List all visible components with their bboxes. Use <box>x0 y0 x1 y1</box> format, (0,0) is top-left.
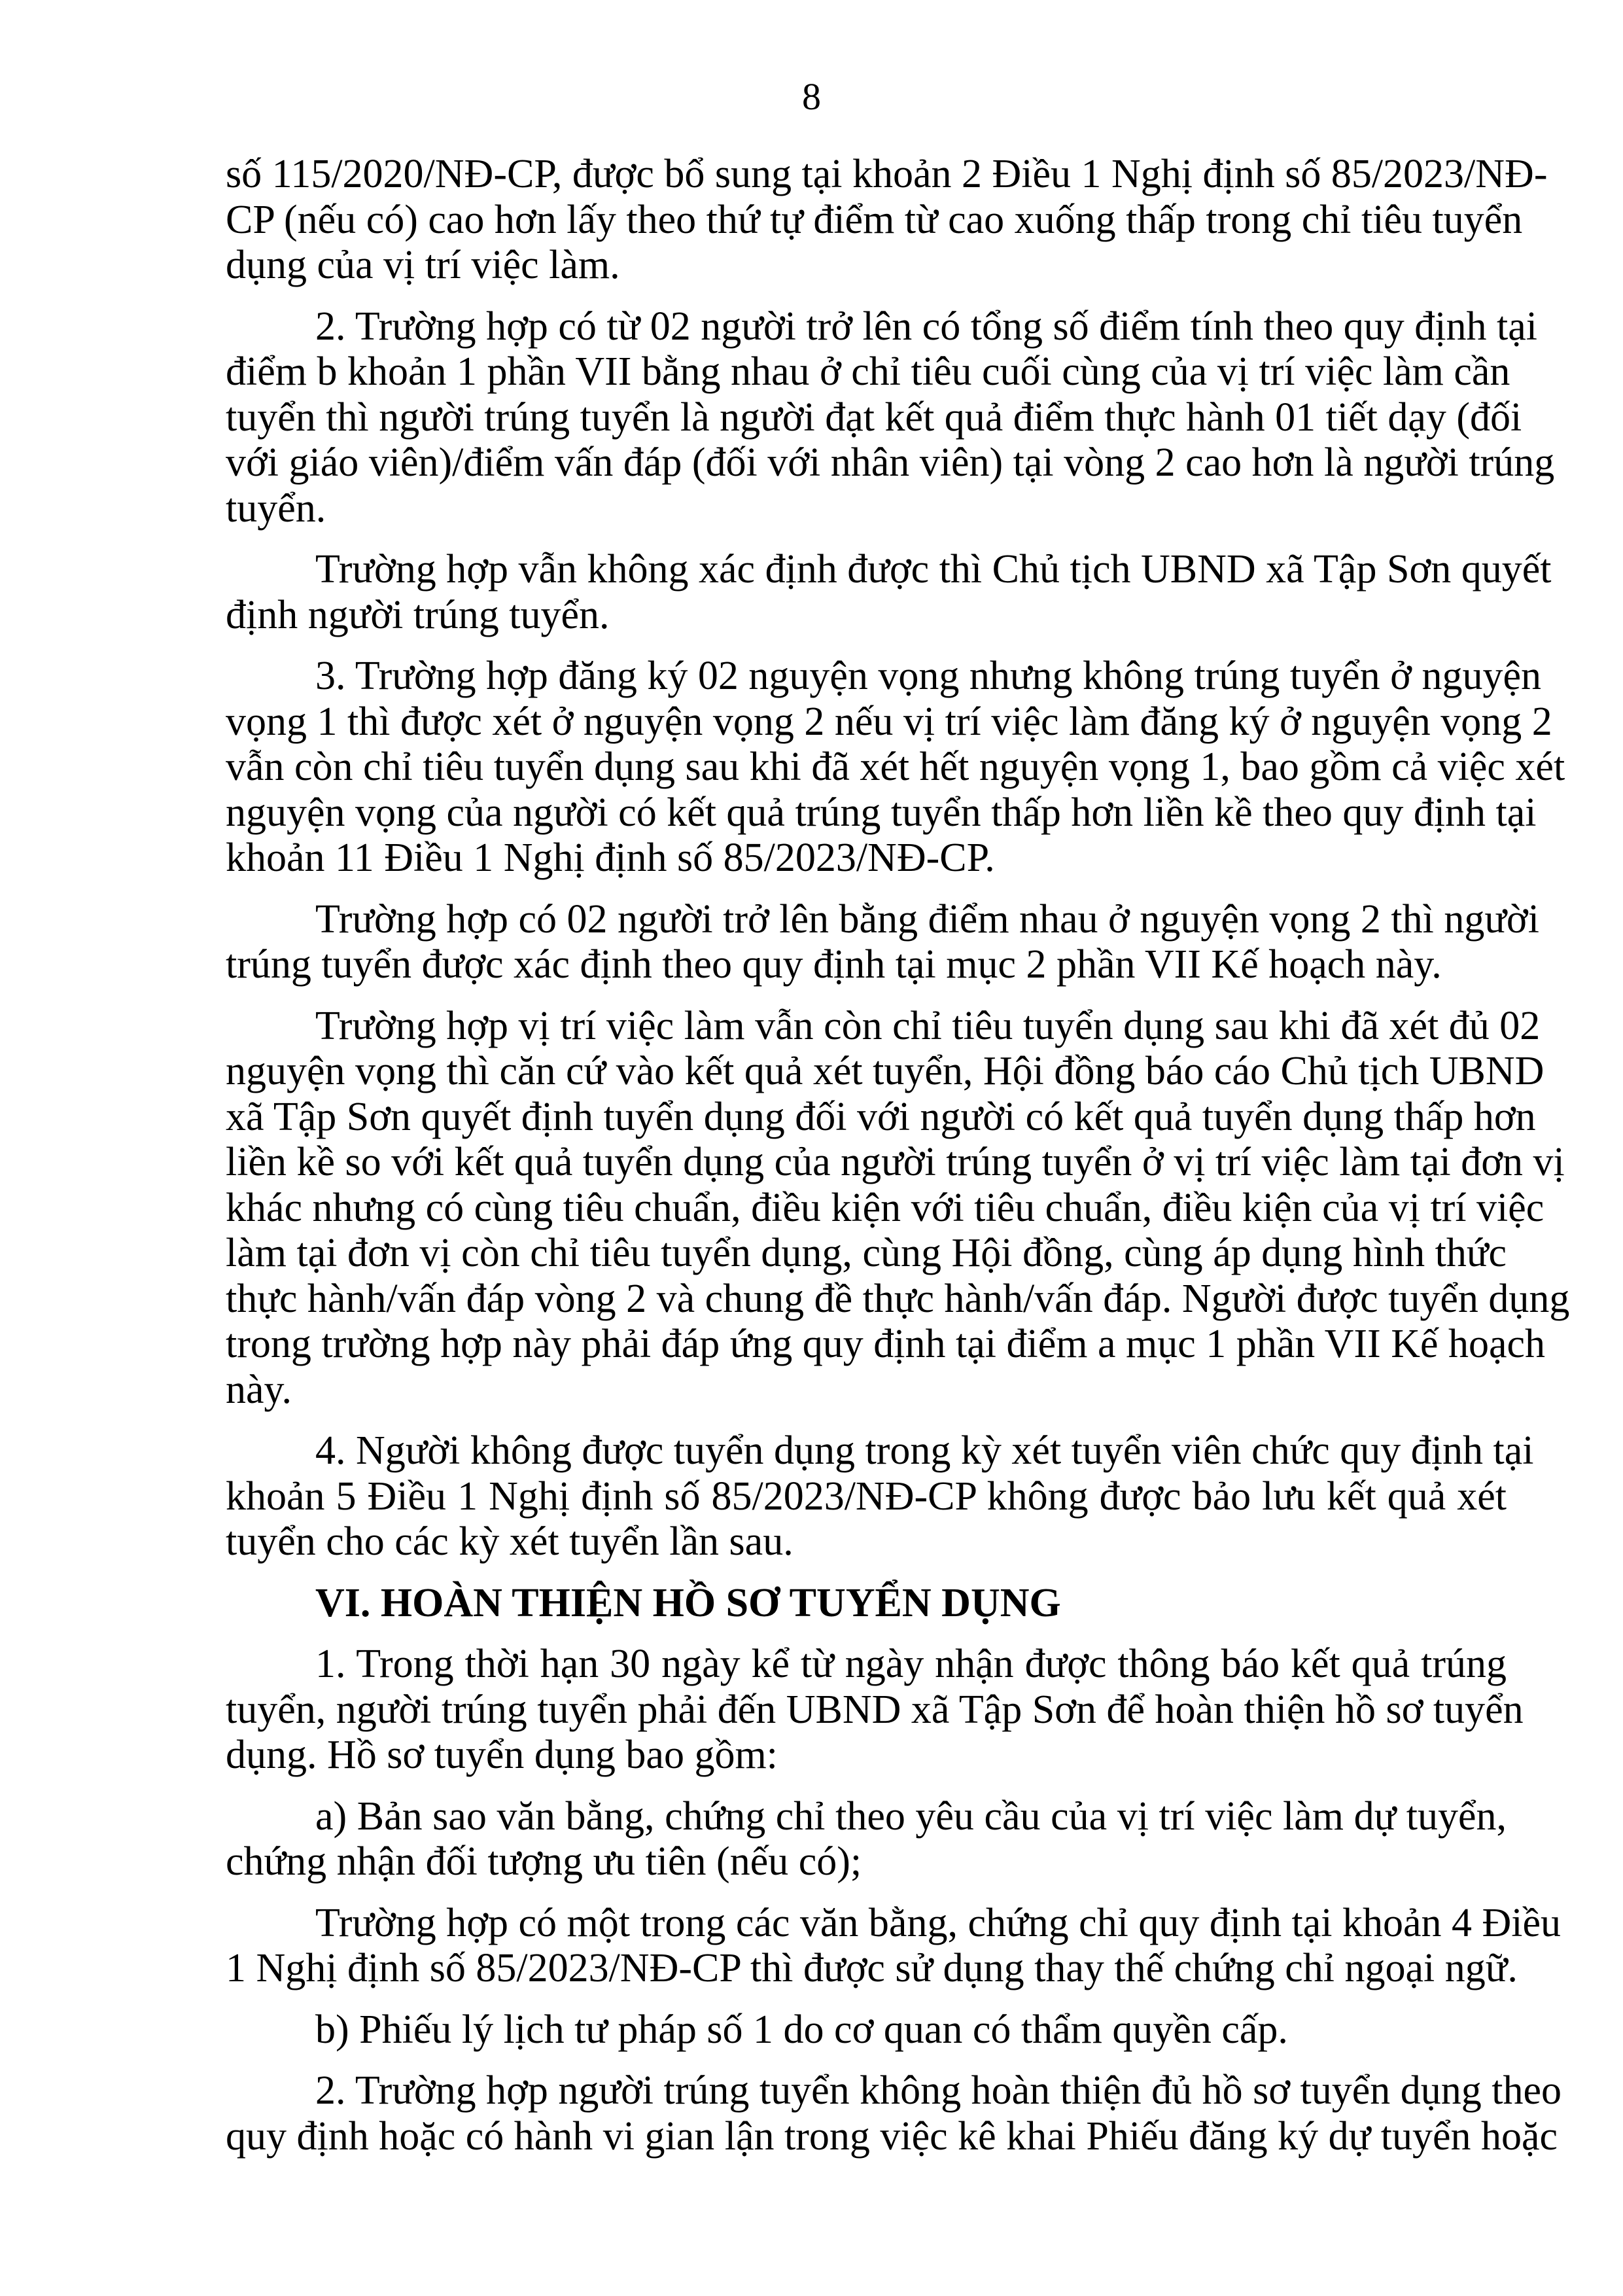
text-line: chứng nhận đối tượng ưu tiên (nếu có); <box>226 1839 862 1884</box>
text-line: thực hành/vấn đáp vòng 2 và chung đề thực hành/vấn đáp. Người được tuyển dụng <box>226 1276 1570 1321</box>
text-line: dụng. Hồ sơ tuyển dụng bao gồm: <box>226 1733 778 1777</box>
text-line: khoản 5 Điều 1 Nghị định số 85/2023/NĐ-CP không được bảo lưu kết quả xét <box>226 1474 1507 1519</box>
text-line: dụng của vị trí việc làm. <box>226 243 620 287</box>
text-line: Trường hợp có 02 người trở lên bằng điểm nhau ở nguyện vọng 2 thì người <box>315 896 1539 942</box>
text-line: làm tại đơn vị còn chỉ tiêu tuyển dụng, cùng Hội đồng, cùng áp dụng hình thức <box>226 1231 1507 1275</box>
text-line: điểm b khoản 1 phần VII bằng nhau ở chỉ tiêu cuối cùng của vị trí việc làm cần <box>226 349 1510 394</box>
paragraph <box>226 2068 1562 2159</box>
text-line: a) Bản sao văn bằng, chứng chỉ theo yêu cầu của vị trí việc làm dự tuyển, <box>315 1793 1507 1839</box>
text-line: với giáo viên)/điểm vấn đáp (đối với nhân viên) tại vòng 2 cao hơn là người trúng <box>226 440 1555 485</box>
paragraph <box>226 1428 1534 1565</box>
text-line: 1 Nghị định số 85/2023/NĐ-CP thì được sử dụng thay thế chứng chỉ ngoại ngữ. <box>226 1946 1518 1990</box>
text-line: định người trúng tuyển. <box>226 592 610 637</box>
paragraph <box>226 1642 1524 1778</box>
text-line: nguyện vọng thì căn cứ vào kết quả xét tuyển, Hội đồng báo cáo Chủ tịch UBND <box>226 1049 1544 1093</box>
text-line: VI. HOÀN THIỆN HỒ SƠ TUYỂN DỤNG <box>315 1580 1061 1625</box>
paragraph <box>226 547 1552 638</box>
text-line: khác nhưng có cùng tiêu chuẩn, điều kiện với tiêu chuẩn, điều kiện của vị trí việc <box>226 1185 1544 1230</box>
text-line: nguyện vọng của người có kết quả trúng tuyển thấp hơn liền kề theo quy định tại <box>226 790 1537 835</box>
text-line: khoản 11 Điều 1 Nghị định số 85/2023/NĐ-CP. <box>226 836 995 880</box>
paragraph <box>226 1003 1570 1413</box>
text-line: số 115/2020/NĐ-CP, được bổ sung tại khoản 2 Điều 1 Nghị định số 85/2023/NĐ- <box>226 152 1548 196</box>
text-line: 2. Trường hợp có từ 02 người trở lên có tổng số điểm tính theo quy định tại <box>315 304 1537 349</box>
text-line: quy định hoặc có hành vi gian lận trong việc kê khai Phiếu đăng ký dự tuyển hoặc <box>226 2113 1558 2159</box>
text-line: Trường hợp vị trí việc làm vẫn còn chỉ tiêu tuyển dụng sau khi đã xét đủ 02 <box>315 1003 1541 1048</box>
text-line: 1. Trong thời hạn 30 ngày kể từ ngày nhận được thông báo kết quả trúng <box>315 1642 1507 1686</box>
text-line: vẫn còn chỉ tiêu tuyển dụng sau khi đã xét hết nguyện vọng 1, bao gồm cả việc xét <box>226 745 1565 789</box>
paragraph <box>226 654 1565 881</box>
page-number: 8 <box>802 75 821 118</box>
text-line: tuyển thì người trúng tuyển là người đạt kết quả điểm thực hành 01 tiết dạy (đối <box>226 395 1522 440</box>
text-line: tuyển cho các kỳ xét tuyển lần sau. <box>226 1519 794 1564</box>
text-line: xã Tập Sơn quyết định tuyển dụng đối với người có kết quả tuyển dụng thấp hơn <box>226 1094 1536 1139</box>
text-line: trúng tuyển được xác định theo quy định tại mục 2 phần VII Kế hoạch này. <box>226 942 1442 987</box>
text-line: CP (nếu có) cao hơn lấy theo thứ tự điểm từ cao xuống thấp trong chỉ tiêu tuyển <box>226 197 1523 242</box>
section-heading <box>226 1581 1507 1627</box>
paragraph <box>226 1794 1507 1885</box>
text-line: trong trường hợp này phải đáp ứng quy định tại điểm a mục 1 phần VII Kế hoạch <box>226 1322 1546 1366</box>
paragraph <box>226 1900 1562 1992</box>
text-line: Trường hợp vẫn không xác định được thì Chủ tịch UBND xã Tập Sơn quyết <box>315 547 1552 592</box>
text-line: Trường hợp có một trong các văn bằng, chứng chỉ quy định tại khoản 4 Điều <box>315 1900 1562 1945</box>
text-line: tuyển, người trúng tuyển phải đến UBND xã Tập Sơn để hoàn thiện hồ sơ tuyển <box>226 1687 1524 1732</box>
text-line: liền kề so với kết quả tuyển dụng của người trúng tuyển ở vị trí việc làm tại đơn vị <box>226 1140 1565 1184</box>
paragraph <box>226 896 1539 988</box>
text-line: vọng 1 thì được xét ở nguyện vọng 2 nếu vị trí việc làm đăng ký ở nguyện vọng 2 <box>226 699 1552 744</box>
paragraph <box>226 152 1548 289</box>
text-line: 4. Người không được tuyển dụng trong kỳ xét tuyển viên chức quy định tại <box>315 1428 1534 1473</box>
document-body <box>226 152 1570 2175</box>
text-line: 2. Trường hợp người trúng tuyển không hoàn thiện đủ hồ sơ tuyển dụng theo <box>315 2068 1562 2113</box>
text-line: tuyển. <box>226 486 326 531</box>
text-line: này. <box>226 1367 292 1412</box>
paragraph <box>226 2007 1507 2053</box>
text-line: b) Phiếu lý lịch tư pháp số 1 do cơ quan có thẩm quyền cấp. <box>315 2007 1288 2052</box>
paragraph <box>226 304 1555 532</box>
text-line: 3. Trường hợp đăng ký 02 nguyện vọng nhưng không trúng tuyển ở nguyện <box>315 654 1541 698</box>
